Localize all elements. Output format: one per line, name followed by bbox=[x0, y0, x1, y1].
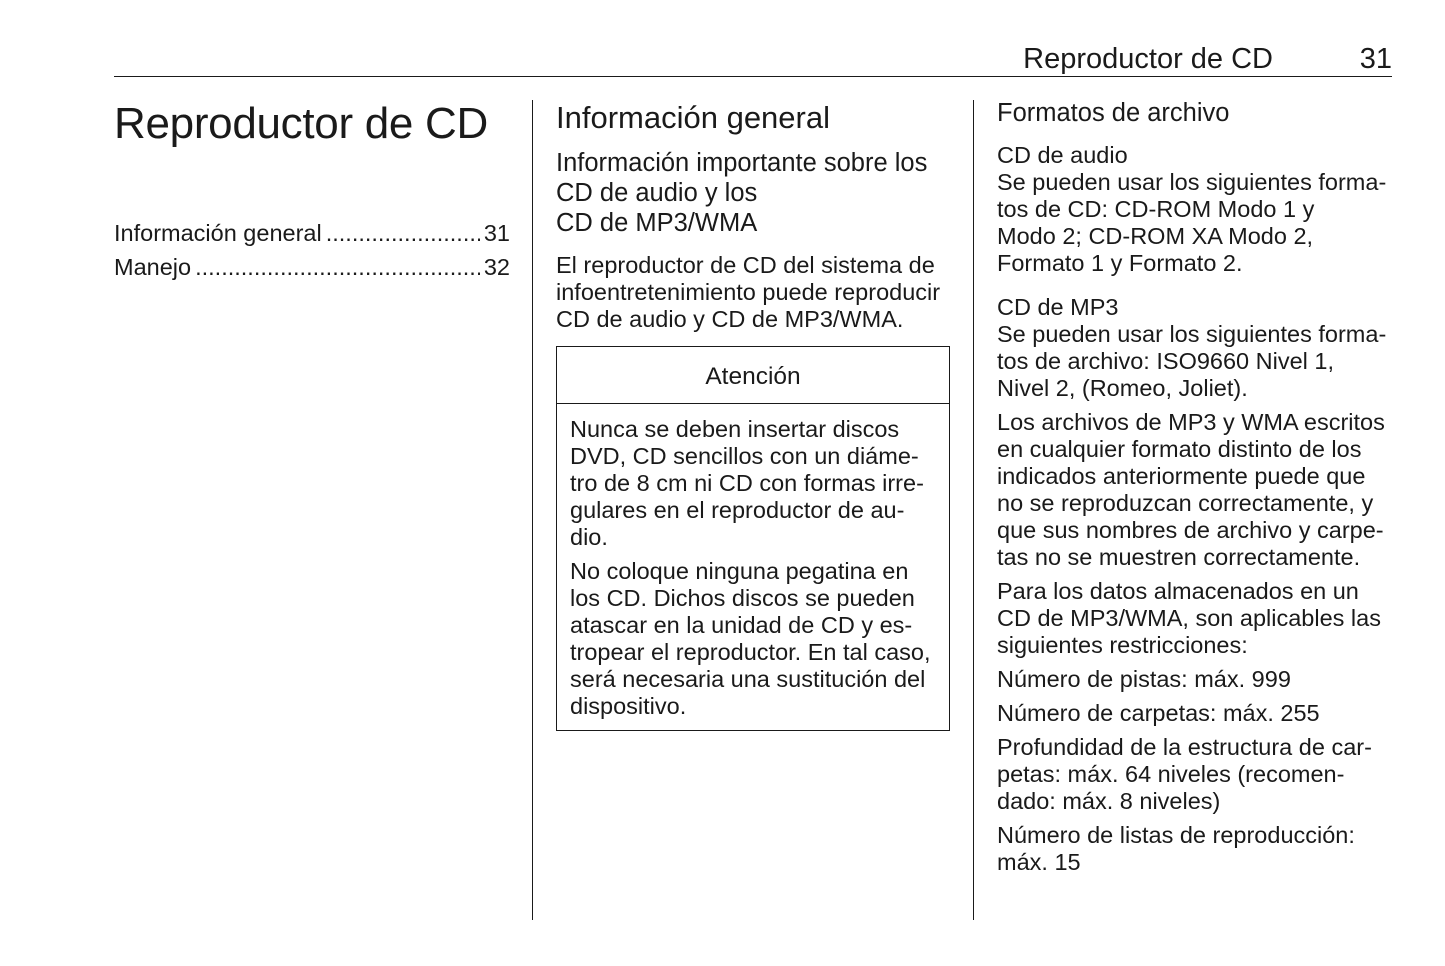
text-line: Nivel 2, (Romeo, Joliet). bbox=[997, 375, 1248, 401]
limit-folders: Número de carpetas: máx. 255 bbox=[997, 700, 1320, 726]
section-heading-informacion-general: Información general bbox=[556, 100, 830, 135]
header-section-title: Reproductor de CD bbox=[1023, 43, 1273, 75]
toc-entry-label: Manejo bbox=[114, 254, 192, 280]
paragraph-restrictions bbox=[997, 578, 1397, 659]
text-line: atascar en la unidad de CD y es- bbox=[570, 612, 913, 638]
attention-box bbox=[556, 346, 950, 731]
text-line: Para los datos almacenados en un bbox=[997, 578, 1359, 604]
toc-entry-page: 32 bbox=[483, 254, 510, 280]
text-line: Se pueden usar los siguientes forma- bbox=[997, 169, 1387, 195]
text-line: los CD. Dichos discos se pueden bbox=[570, 585, 915, 611]
text-line: Nunca se deben insertar discos bbox=[570, 416, 900, 442]
intro-paragraph bbox=[556, 252, 950, 333]
chapter-title: Reproductor de CD bbox=[114, 99, 488, 148]
column-2 bbox=[556, 98, 950, 731]
text-line: dado: máx. 8 niveles) bbox=[997, 788, 1221, 814]
text-line: dio. bbox=[570, 524, 608, 550]
subheading-line: CD de audio y los bbox=[556, 179, 758, 207]
toc-leader-dots bbox=[195, 250, 480, 284]
text-line: máx. 15 bbox=[997, 849, 1081, 875]
text-line: tas no se muestren correctamente. bbox=[997, 544, 1361, 570]
attention-paragraph-1 bbox=[570, 416, 935, 551]
text-line: tos de CD: CD-ROM Modo 1 y bbox=[997, 196, 1315, 222]
text-line: Los archivos de MP3 y WMA escritos bbox=[997, 409, 1385, 435]
limit-playlists bbox=[997, 822, 1397, 876]
column-3 bbox=[997, 98, 1397, 883]
text-line: infoentretenimiento puede reproducir bbox=[556, 279, 941, 305]
column-divider-2 bbox=[973, 100, 974, 920]
text-line: Modo 2; CD-ROM XA Modo 2, bbox=[997, 223, 1314, 249]
text-line: gulares en el reproductor de au- bbox=[570, 497, 905, 523]
toc-entry-label: Información general bbox=[114, 220, 322, 246]
toc-leader-dots bbox=[326, 216, 480, 250]
text-line: que sus nombres de archivo y carpe- bbox=[997, 517, 1384, 543]
text-line: No coloque ninguna pegatina en bbox=[570, 558, 909, 584]
paragraph-other-formats bbox=[997, 409, 1397, 571]
text-line: Se pueden usar los siguientes forma- bbox=[997, 321, 1387, 347]
text-line: tropear el reproductor. En tal caso, bbox=[570, 639, 931, 665]
paragraph-cd-audio bbox=[997, 169, 1397, 277]
text-line: dispositivo. bbox=[570, 693, 687, 719]
paragraph-cd-mp3 bbox=[997, 321, 1397, 402]
attention-title: Atención bbox=[557, 347, 949, 404]
text-line: será necesaria una sustitución del bbox=[570, 666, 926, 692]
toc-entry-page: 31 bbox=[483, 220, 510, 246]
text-line: Profundidad de la estructura de car- bbox=[997, 734, 1372, 760]
limit-tracks: Número de pistas: máx. 999 bbox=[997, 666, 1291, 692]
table-of-contents bbox=[114, 216, 510, 284]
text-line: petas: máx. 64 niveles (recomen- bbox=[997, 761, 1345, 787]
section-heading-formatos: Formatos de archivo bbox=[997, 99, 1230, 127]
text-line: El reproductor de CD del sistema de bbox=[556, 252, 935, 278]
page-header bbox=[114, 40, 1392, 77]
subheading-informacion-importante bbox=[556, 148, 950, 238]
text-line: tos de archivo: ISO9660 Nivel 1, bbox=[997, 348, 1335, 374]
text-line: no se reproduzcan correctamente, y bbox=[997, 490, 1374, 516]
text-line: tro de 8 cm ni CD con formas irre- bbox=[570, 470, 924, 496]
text-line: CD de MP3/WMA, son aplicables las bbox=[997, 605, 1381, 631]
subheading-line: Información importante sobre los bbox=[556, 149, 928, 177]
text-line: CD de audio y CD de MP3/WMA. bbox=[556, 306, 904, 332]
toc-entry-manejo[interactable] bbox=[114, 250, 510, 284]
toc-entry-informacion-general[interactable] bbox=[114, 216, 510, 250]
text-line: indicados anteriormente puede que bbox=[997, 463, 1366, 489]
attention-paragraph-2 bbox=[570, 558, 935, 720]
text-line: DVD, CD sencillos con un diáme- bbox=[570, 443, 919, 469]
subheading-line: CD de MP3/WMA bbox=[556, 209, 758, 237]
page-number: 31 bbox=[1359, 43, 1392, 75]
column-1 bbox=[114, 98, 510, 284]
text-line: en cualquier formato distinto de los bbox=[997, 436, 1362, 462]
subheading-cd-mp3: CD de MP3 bbox=[997, 294, 1119, 320]
attention-body bbox=[557, 404, 949, 730]
text-line: Formato 1 y Formato 2. bbox=[997, 250, 1243, 276]
text-line: siguientes restricciones: bbox=[997, 632, 1248, 658]
text-line: Número de listas de reproducción: bbox=[997, 822, 1355, 848]
subheading-cd-audio: CD de audio bbox=[997, 142, 1128, 168]
limit-folder-depth bbox=[997, 734, 1397, 815]
column-divider-1 bbox=[532, 100, 533, 920]
